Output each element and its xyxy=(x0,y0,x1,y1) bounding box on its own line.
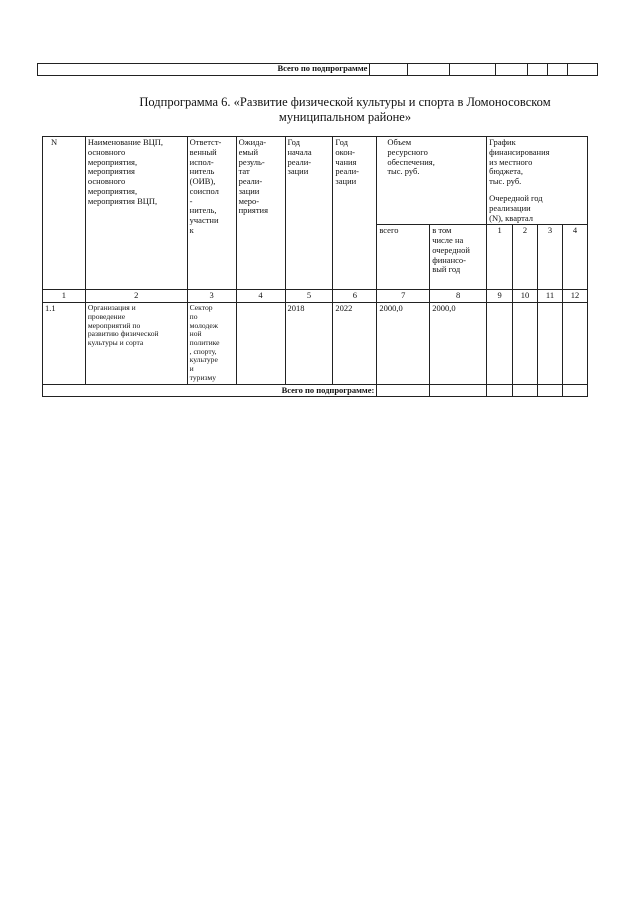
col-number: 6 xyxy=(333,290,377,303)
top-total-table xyxy=(37,63,598,76)
bottom-total-cell xyxy=(562,384,587,397)
bottom-total-label: Всего по подпрограмме: xyxy=(43,384,377,397)
top-total-cell xyxy=(548,64,568,76)
row-q4 xyxy=(562,303,587,384)
bottom-total-cell xyxy=(538,384,563,397)
top-total-row xyxy=(38,64,598,76)
row-name: Организация и проведение мероприятий по развитию физической культуры и сорта xyxy=(85,303,187,384)
header-end-year: Год окон- чания реали- зации xyxy=(333,137,377,290)
bottom-total-cell xyxy=(513,384,538,397)
top-total-cell xyxy=(408,64,450,76)
header-n: N xyxy=(43,137,86,290)
bottom-total-cell xyxy=(430,384,487,397)
header-q1: 1 xyxy=(487,225,513,290)
header-name: Наименование ВЦП, основного мероприятия, мероприятия основного мероприятия, мероприятия ВЦП, xyxy=(85,137,187,290)
row-q2 xyxy=(513,303,538,384)
header-executor: Ответст- венный испол- нитель (ОИВ), соиспол - нитель, участни к xyxy=(187,137,236,290)
header-start-year: Год начала реали- зации xyxy=(285,137,333,290)
subprogram-table xyxy=(42,136,588,397)
top-total-cell xyxy=(496,64,528,76)
row-end-year: 2022 xyxy=(333,303,377,384)
row-total: 2000,0 xyxy=(377,303,430,384)
col-number: 11 xyxy=(538,290,563,303)
top-total-cell xyxy=(528,64,548,76)
row-q1 xyxy=(487,303,513,384)
row-start-year: 2018 xyxy=(285,303,333,384)
col-number: 12 xyxy=(562,290,587,303)
row-q3 xyxy=(538,303,563,384)
col-number: 7 xyxy=(377,290,430,303)
col-number: 8 xyxy=(430,290,487,303)
bottom-total-cell xyxy=(487,384,513,397)
col-number: 1 xyxy=(43,290,86,303)
col-number: 5 xyxy=(285,290,333,303)
header-total: всего xyxy=(377,225,430,290)
bottom-total-row xyxy=(43,384,588,397)
header-q3: 3 xyxy=(538,225,563,290)
col-number: 2 xyxy=(85,290,187,303)
col-number: 3 xyxy=(187,290,236,303)
row-expected xyxy=(236,303,285,384)
header-row-1 xyxy=(43,137,588,194)
header-next-year: Очередной год реализации (N), квартал xyxy=(487,193,588,225)
header-schedule: График финансирования из местного бюджета, тыс. руб. xyxy=(487,137,588,194)
table-row xyxy=(43,303,588,384)
header-incl-next: в том числе на очередной финансо- вый год xyxy=(430,225,487,290)
col-number: 10 xyxy=(513,290,538,303)
header-volume: Объем ресурсного обеспечения, тыс. руб. xyxy=(377,137,487,225)
header-expected: Ожида- емый резуль- тат реали- зации меро- приятия xyxy=(236,137,285,290)
top-total-label: Всего по подпрограмме xyxy=(38,64,370,76)
header-q4: 4 xyxy=(562,225,587,290)
row-executor: Сектор по молодеж ной политике , спорту, культуре и туризму xyxy=(187,303,236,384)
header-q2: 2 xyxy=(513,225,538,290)
row-n: 1.1 xyxy=(43,303,86,384)
col-number: 4 xyxy=(236,290,285,303)
top-total-cell xyxy=(450,64,496,76)
top-total-cell xyxy=(567,64,597,76)
top-total-cell xyxy=(370,64,408,76)
subprogram-title: Подпрограмма 6. «Развитие физической культуры и спорта в Ломоносовском муниципальном районе» xyxy=(139,95,551,124)
row-incl-next: 2000,0 xyxy=(430,303,487,384)
bottom-total-cell xyxy=(377,384,430,397)
col-number: 9 xyxy=(487,290,513,303)
column-number-row xyxy=(43,290,588,303)
